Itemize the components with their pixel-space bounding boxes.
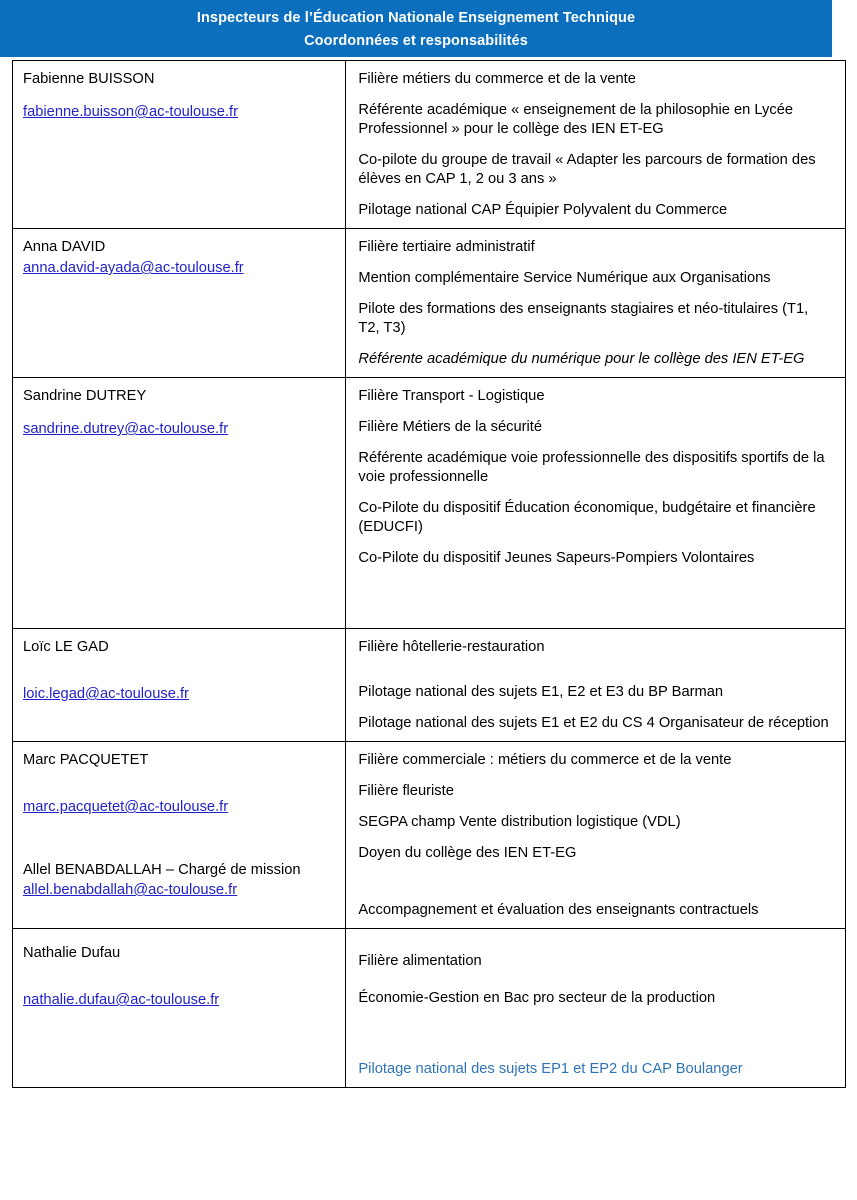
secondary-email-link[interactable]: allel.benabdallah@ac-toulouse.fr [23, 882, 238, 898]
duty-item: Filière hôtellerie-restauration [358, 639, 545, 655]
duty-item: SEGPA champ Vente distribution logistique (VDL) [358, 814, 681, 830]
table-row [13, 378, 846, 629]
person-cell [13, 629, 346, 742]
duty-item: Pilote des formations des enseignants stagiaires et néo-titulaires (T1, T2, T3) [358, 301, 809, 336]
spacer [358, 875, 833, 901]
spacer [23, 122, 337, 178]
duties-cell [346, 629, 846, 742]
email-link[interactable]: sandrine.dutrey@ac-toulouse.fr [23, 421, 229, 437]
email-link[interactable]: loic.legad@ac-toulouse.fr [23, 686, 189, 702]
duty-item: Économie-Gestion en Bac pro secteur de la production [358, 990, 716, 1006]
secondary-person-block [23, 861, 337, 900]
header-title-line-1: Inspecteurs de l’Éducation Nationale Enseignement Technique [196, 9, 636, 26]
person-cell [13, 229, 346, 378]
duty-item: Doyen du collège des IEN ET-EG [358, 845, 577, 861]
email-link[interactable]: nathalie.dufau@ac-toulouse.fr [23, 992, 220, 1008]
person-cell [13, 61, 346, 229]
duty-item: Filière fleuriste [358, 783, 454, 799]
duties-cell [346, 742, 846, 929]
duty-item: Référente académique « enseignement de la philosophie en Lycée Professionnel » pour le collège des IEN ET-EG [358, 102, 794, 137]
duties-cell [346, 229, 846, 378]
person-name: Loïc LE GAD [23, 639, 109, 655]
duty-item: Filière tertiaire administratif [358, 239, 535, 255]
duty-item: Filière Métiers de la sécurité [358, 419, 543, 435]
duties-cell [346, 378, 846, 629]
duty-item: Référente académique voie professionnelle des dispositifs sportifs de la voie professionnelle [358, 450, 825, 485]
duty-item: Filière Transport - Logistique [358, 388, 545, 404]
person-name: Anna DAVID [23, 239, 106, 255]
spacer [358, 938, 833, 952]
duty-item: Co-pilote du groupe de travail « Adapter les parcours de formation des élèves en CAP 1, 2 ou 3 ans » [358, 152, 816, 187]
person-name: Sandrine DUTREY [23, 388, 147, 404]
inspectors-contacts-table [12, 60, 846, 1088]
person-name: Fabienne BUISSON [23, 71, 155, 87]
person-cell [13, 378, 346, 629]
table-row [13, 229, 846, 378]
email-link[interactable]: marc.pacquetet@ac-toulouse.fr [23, 799, 229, 815]
duty-item: Filière alimentation [358, 953, 482, 969]
email-link[interactable]: anna.david-ayada@ac-toulouse.fr [23, 260, 244, 276]
secondary-duty-item: Accompagnement et évaluation des enseignants contractuels [358, 902, 759, 918]
person-name: Marc PACQUETET [23, 752, 149, 768]
document-header-banner [0, 0, 832, 57]
duty-item: Pilotage national des sujets E1, E2 et E3 du BP Barman [358, 684, 724, 700]
header-title-line-2: Coordonnées et responsabilités [304, 32, 528, 49]
table-row [13, 61, 846, 229]
duty-item: Filière métiers du commerce et de la vente [358, 71, 636, 87]
email-link[interactable]: fabienne.buisson@ac-toulouse.fr [23, 104, 238, 120]
person-cell [13, 929, 346, 1088]
duty-item: Filière commerciale : métiers du commerce et de la vente [358, 752, 732, 768]
duty-item: Co-Pilote du dispositif Éducation économique, budgétaire et financière (EDUCFI) [358, 500, 816, 535]
person-cell [13, 742, 346, 929]
duty-item: Pilotage national des sujets EP1 et EP2 du CAP Boulanger [358, 1061, 743, 1077]
spacer [358, 580, 833, 620]
duty-item: Pilotage national CAP Équipier Polyvalent du Commerce [358, 202, 728, 218]
table-row [13, 742, 846, 929]
table-row [13, 929, 846, 1088]
duties-cell [346, 61, 846, 229]
duties-cell [346, 929, 846, 1088]
spacer [358, 669, 833, 683]
duty-item: Pilotage national des sujets E1 et E2 du CS 4 Organisateur de réception [358, 715, 829, 731]
secondary-person-name: Allel BENABDALLAH – Chargé de mission [23, 862, 301, 878]
duty-item: Co-Pilote du dispositif Jeunes Sapeurs-Pompiers Volontaires [358, 550, 755, 566]
person-name: Nathalie Dufau [23, 945, 121, 961]
spacer [358, 1020, 833, 1060]
spacer [23, 439, 337, 495]
duty-item: Référente académique du numérique pour le collège des IEN ET-EG [358, 351, 805, 367]
table-row [13, 629, 846, 742]
duty-item: Mention complémentaire Service Numérique aux Organisations [358, 270, 771, 286]
